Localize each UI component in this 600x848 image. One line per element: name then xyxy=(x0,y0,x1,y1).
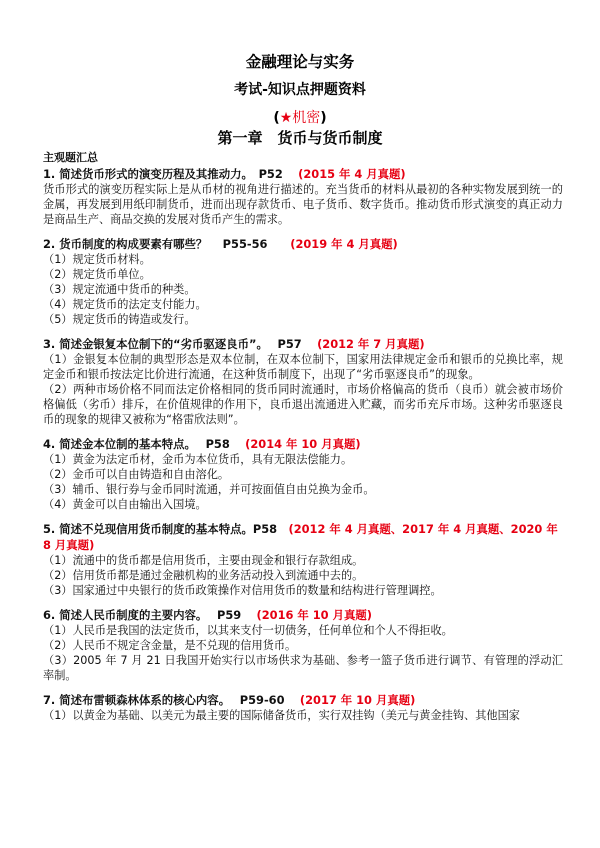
doc-subtitle: 考试-知识点押题资料 xyxy=(234,82,366,98)
question-title: 3. 简述金银复本位制下的“劣币驱逐良币”。 P57 (2012 年 7 月真题) xyxy=(43,337,425,351)
confidential-badge: (★机密) xyxy=(273,110,327,126)
question-7 xyxy=(43,692,563,723)
question-4 xyxy=(43,436,563,512)
doc-title: 金融理论与实务 xyxy=(245,53,355,71)
question-title: 5. 简述不兑现信用货币制度的基本特点。P58 (2012 年 4 月真题、2017 年 4 月真题、2020 年 8 月真题) xyxy=(43,522,558,552)
section-label: 主观题汇总 xyxy=(43,151,98,164)
answer-paragraph: 货币形式的演变历程实际上是从币材的视角进行描述的。充当货币的材料从最初的各种实物发展到统一的金属，再发展到用纸印制货币，进而出现存款货币、电子货币、数字货币。推动货币形式演变的真正动力是商品生产、商品交换的发展对货币产生的需求。 xyxy=(43,183,563,226)
answer-item: （5）规定货币的铸造或发行。 xyxy=(43,313,196,326)
answer-item: （4）规定货币的法定支付能力。 xyxy=(43,298,207,311)
star-secret-label: ★机密 xyxy=(279,110,321,126)
answer-item: （1）规定货币材料。 xyxy=(43,253,151,266)
answer-item: （2）两种市场价格不同而法定价格相同的货币同时流通时，市场价格偏高的货币（良币）就会被市场价格偏低（劣币）排斥，在价值规律的作用下，良币退出流通进入贮藏，而劣币充斥市场。这种劣币驱逐良币的现象的规律又被称为“格雷欣法则”。 xyxy=(43,383,563,426)
question-3 xyxy=(43,336,563,427)
question-1 xyxy=(43,166,563,227)
question-title: 2. 货币制度的构成要素有哪些？ P55-56 (2019 年 4 月真题) xyxy=(43,237,398,251)
answer-item: （2）信用货币都是通过金融机构的业务活动投入到流通中去的。 xyxy=(43,569,364,582)
question-title: 7. 简述布雷顿森林体系的核心内容。 P59-60 (2017 年 10 月真题) xyxy=(43,693,416,707)
question-5 xyxy=(43,521,563,598)
answer-item: （3）辅币、银行券与金币同时流通，并可按面值自由兑换为金币。 xyxy=(43,483,375,496)
answer-item: （3）规定流通中货币的种类。 xyxy=(43,283,196,296)
answer-item: （1）金银复本位制的典型形态是双本位制，在双本位制下，国家用法律规定金币和银币的兑换比率，规定金币和银币按法定比价进行流通，在这种货币制度下，出现了“劣币驱逐良币”的现象。 xyxy=(43,353,563,381)
answer-item: （2）规定货币单位。 xyxy=(43,268,151,281)
answer-item: （1）以黄金为基础、以美元为最主要的国际储备货币，实行双挂钩（美元与黄金挂钩、其他国家 xyxy=(43,709,520,722)
answer-item: （3）国家通过中央银行的货币政策操作对信用货币的数量和结构进行管理调控。 xyxy=(43,584,442,597)
answer-item: （1）黄金为法定币材，金币为本位货币，具有无限法偿能力。 xyxy=(43,453,353,466)
answer-item: （1）人民币是我国的法定货币，以其来支付一切债务，任何单位和个人不得拒收。 xyxy=(43,624,453,637)
question-6 xyxy=(43,607,563,683)
answer-item: （3）2005 年 7 月 21 日我国开始实行以市场供求为基础、参考一篮子货币进行调节、有管理的浮动汇率制。 xyxy=(43,654,563,682)
answer-item: （1）流通中的货币都是信用货币，主要由现金和银行存款组成。 xyxy=(43,554,364,567)
question-title: 4. 简述金本位制的基本特点。 P58 (2014 年 10 月真题) xyxy=(43,437,361,451)
chapter-heading: 第一章 货币与货币制度 xyxy=(217,129,383,147)
answer-item: （2）人民币不规定含金量，是不兑现的信用货币。 xyxy=(43,639,297,652)
answer-item: （2）金币可以自由铸造和自由溶化。 xyxy=(43,468,230,481)
question-title: 1. 简述货币形式的演变历程及其推动力。 P52 (2015 年 4 月真题) xyxy=(43,167,406,181)
question-2 xyxy=(43,236,563,327)
question-title: 6. 简述人民币制度的主要内容。 P59 (2016 年 10 月真题) xyxy=(43,608,372,622)
document-body xyxy=(43,150,563,723)
answer-item: （4）黄金可以自由输出入国境。 xyxy=(43,498,207,511)
